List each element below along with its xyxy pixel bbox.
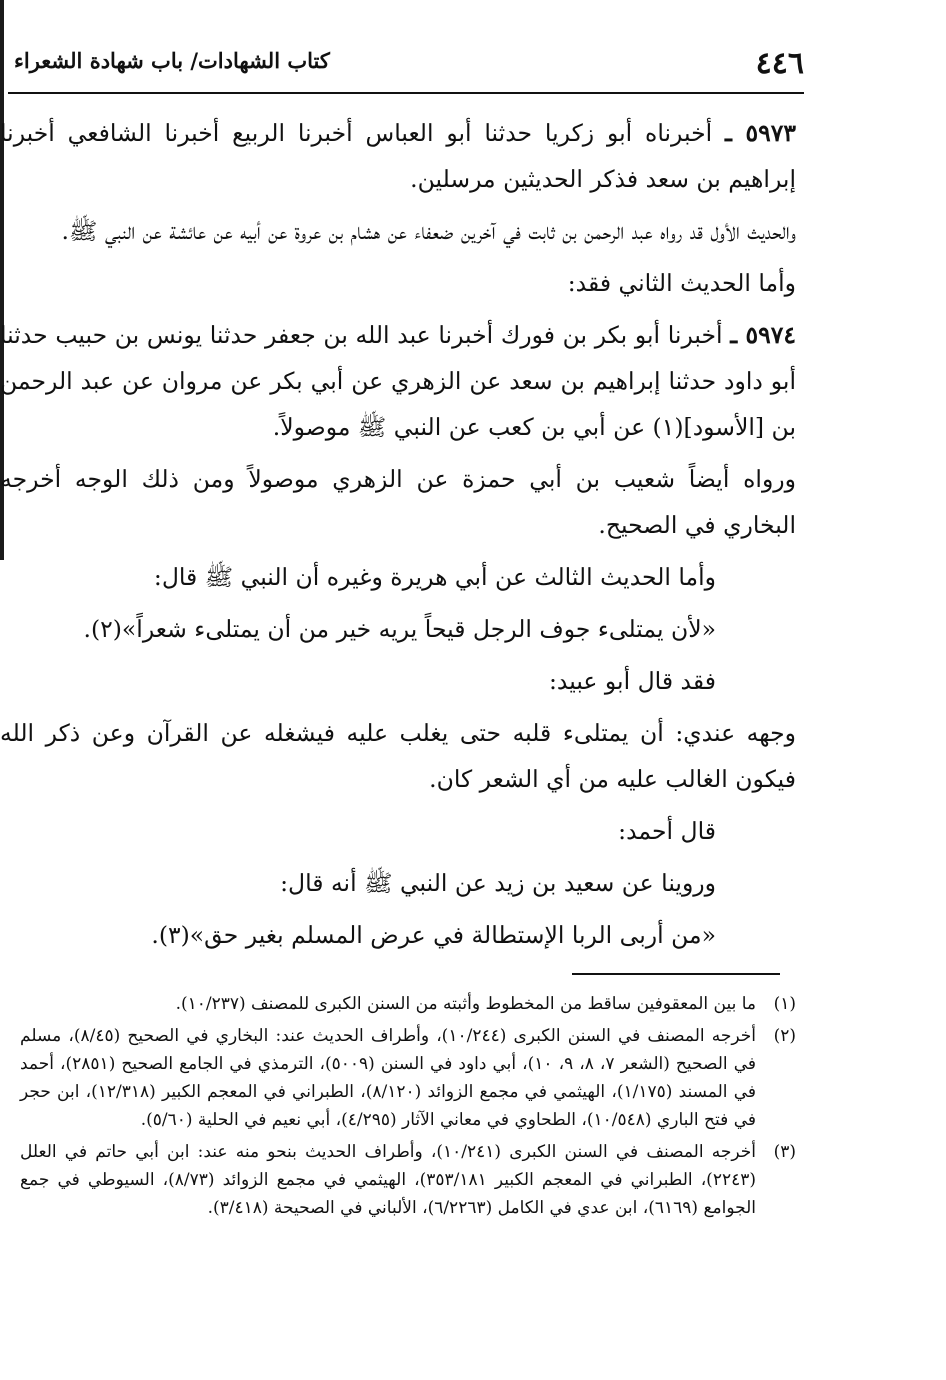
page-number: ٤٤٦ <box>755 46 804 81</box>
quote-paragraph <box>0 606 796 652</box>
hadith-5974-paragraph <box>0 312 796 450</box>
paragraph <box>0 658 796 704</box>
hadith-number: ٥٩٧٤ ـ <box>730 321 796 349</box>
footnote <box>20 1022 796 1134</box>
quote-paragraph <box>0 912 796 958</box>
paragraph-text: وروينا عن سعيد بن زيد عن النبي ﷺ أنه قال: <box>280 869 716 897</box>
paragraph <box>0 456 796 548</box>
paragraph-text: أخبرناه أبو زكريا حدثنا أبو العباس أخبرنا الربيع أخبرنا الشافعي أخبرنا إبراهيم بن سعد فذكر الحديثين مرسلين. <box>0 119 796 193</box>
footnote <box>20 1138 796 1222</box>
paragraph <box>0 260 796 306</box>
paragraph-text: والحديث الأول قد رواه عبد الرحمن بن ثابت في آخرين ضعفاء عن هشام بن عروة عن أبيه عن عائشة عن النبي ﷺ. <box>61 217 796 245</box>
paragraph-text: وأما الحديث الثاني فقد: <box>567 269 796 297</box>
footnotes <box>20 990 796 1226</box>
main-text <box>0 110 796 964</box>
page-header <box>8 38 804 94</box>
paragraph <box>0 554 796 600</box>
paragraph-text: وجهه عندي: أن يمتلىء قلبه حتى يغلب عليه فيشغله عن القرآن وعن ذكر الله فيكون الغالب عليه من أي الشعر كان. <box>0 719 796 793</box>
hadith-5973-paragraph <box>0 110 796 202</box>
paragraph <box>0 710 796 802</box>
paragraph-text: ورواه أيضاً شعيب بن أبي حمزة عن الزهري موصولاً ومن ذلك الوجه أخرجه البخاري في الصحيح. <box>0 465 796 539</box>
paragraph-text: «من أربى الربا الإستطالة في عرض المسلم بغير حق»(٣). <box>151 921 716 949</box>
paragraph <box>0 808 796 854</box>
footnote-text: أخرجه المصنف في السنن الكبرى (١٠/٢٤٤)، وأطراف الحديث عند: البخاري في الصحيح (٨/٤٥)، مسلم في الصحيح (الشعر ٧، ٨، ٩، ١٠)، أبي داود في السنن (٥٠٠٩)، الترمذي في الجامع الصحيح (٢٨٥١)، أحمد في المسند (١/١٧٥)، الهيثمي في مجمع الزوائد (٨/١٢٠)، الطبراني في المعجم الكبير (١٢/٣١٨)، ابن حجر في فتح الباري (١٠/٥٤٨)، الطحاوي في معاني الآثار (٤/٢٩٥)، أبي نعيم في الحلية (٥/٦٠). <box>20 1026 757 1130</box>
footnote-text: أخرجه المصنف في السنن الكبرى (١٠/٢٤١)، وأطراف الحديث بنحو منه عند: ابن أبي حاتم في العلل (٢٢٤٣)، الطبراني في المعجم الكبير ٣٥٣/١٨١)، الهيثمي في مجمع الزوائد (٨/٧٣)، السيوطي في جمع الجوامع (٦١٦٩)، ابن عدي في الكامل (٦/٢٢٦٣)، الألباني في الصحيحة (٣/٤١٨). <box>20 1142 756 1218</box>
paragraph <box>0 208 796 254</box>
paragraph-text: وأما الحديث الثالث عن أبي هريرة وغيره أن النبي ﷺ قال: <box>153 563 716 591</box>
paragraph-text: فقد قال أبو عبيد: <box>548 667 716 695</box>
paragraph-text: أخبرنا أبو بكر بن فورك أخبرنا عبد الله بن جعفر حدثنا يونس بن حبيب حدثنا أبو داود حدثنا إبراهيم بن سعد عن الزهري عن أبي بكر عن مروان عن عبد الرحمن بن [الأسود](١) عن أبي بن كعب عن النبي ﷺ موصولاً. <box>0 321 796 441</box>
footnote-text: ما بين المعقوفين ساقط من المخطوط وأثبته من السنن الكبرى للمصنف (١٠/٢٣٧). <box>175 994 756 1014</box>
footnote-marker: (٢) <box>773 1026 796 1046</box>
footnote <box>20 990 796 1018</box>
footnote-marker: (٣) <box>773 1142 796 1162</box>
paragraph-text: «لأن يمتلىء جوف الرجل قيحاً يريه خير من أن يمتلىء شعراً»(٢). <box>83 615 716 643</box>
footnote-marker: (١) <box>773 994 796 1014</box>
footnote-separator <box>572 973 780 975</box>
paragraph-text: قال أحمد: <box>618 817 716 845</box>
running-title: كتاب الشهادات/ باب شهادة الشعراء <box>14 48 330 73</box>
hadith-number: ٥٩٧٣ ـ <box>725 119 796 147</box>
paragraph <box>0 860 796 906</box>
